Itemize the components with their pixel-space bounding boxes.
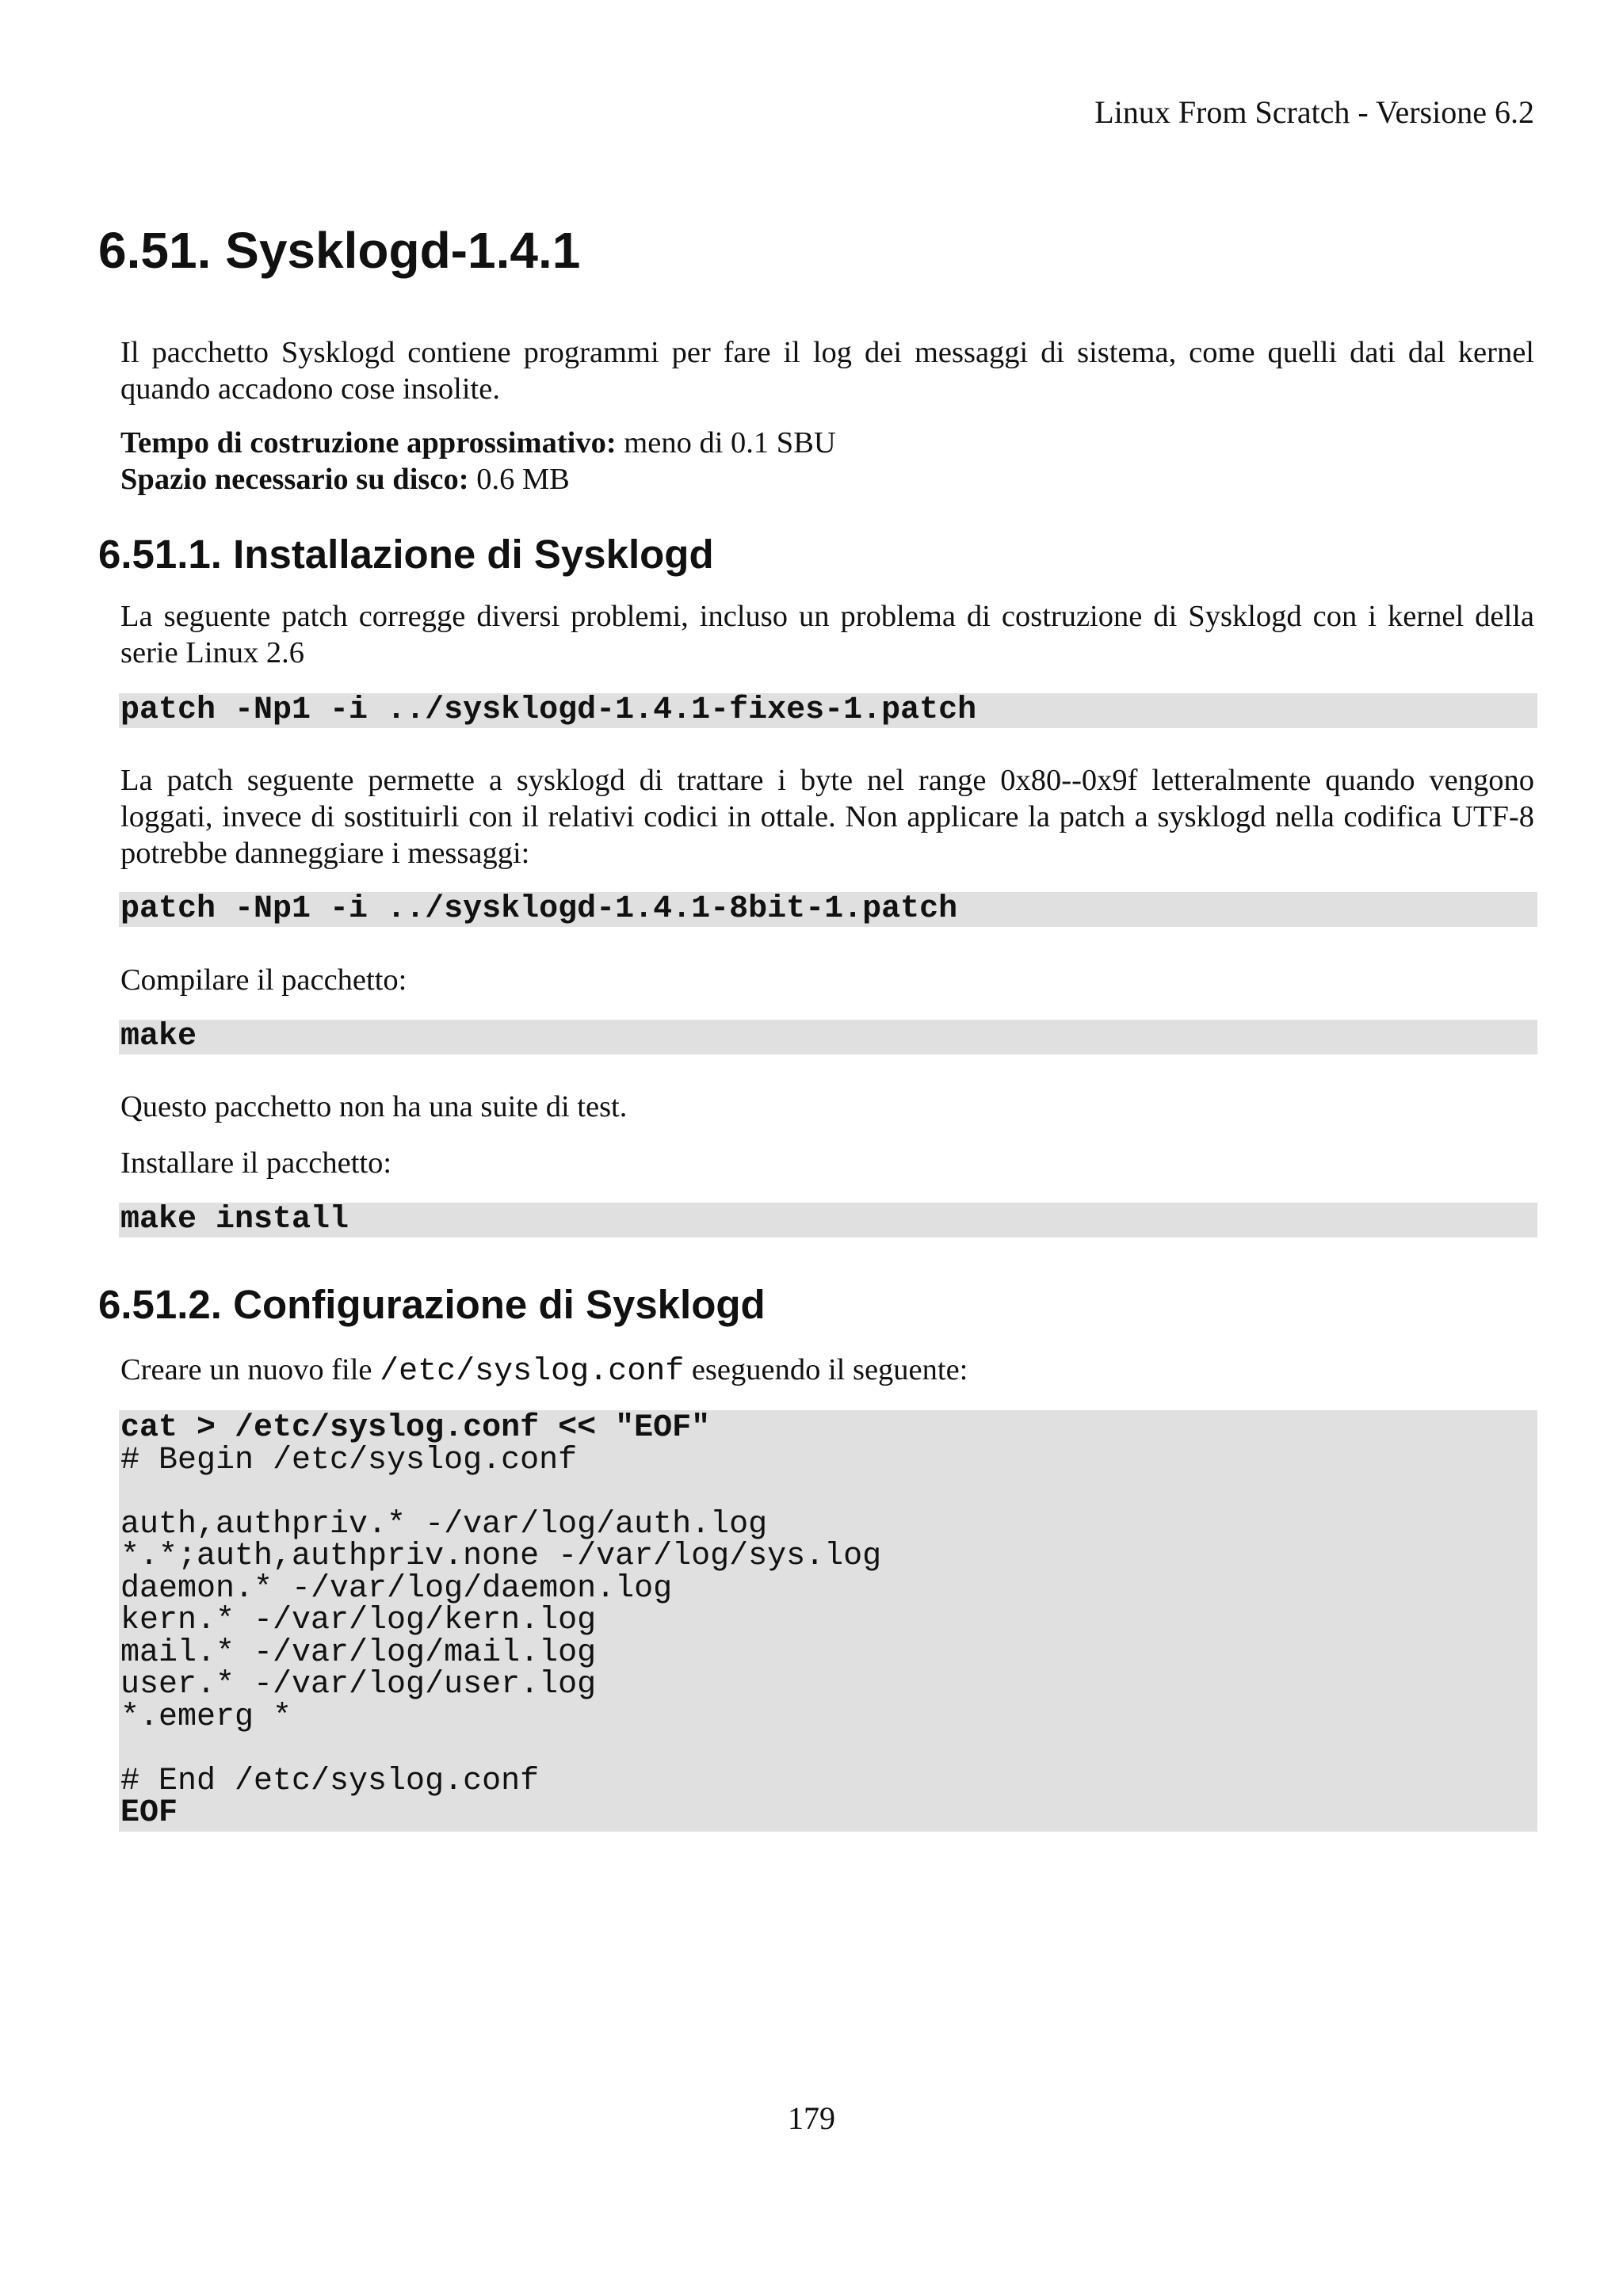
config-line: daemon.* -/var/log/daemon.log (120, 1570, 673, 1607)
config-file-name: /etc/syslog.conf (380, 1354, 685, 1390)
patch2-intro: La patch seguente permette a sysklogd di trattare i byte nel range 0x80--0x9f letteralmente quando vengono loggati, invece di sostituirli con il relativi codici in ottale. Non applicare la patch a sysklogd nella codifica UTF-8 potrebbe danneggiare i messaggi: (120, 764, 1534, 870)
patch1-command: patch -Np1 -i ../sysklogd-1.4.1-fixes-1.patch (120, 692, 977, 728)
install-command: make install (120, 1202, 349, 1238)
compile-text: Compilare il pacchetto: (120, 963, 407, 997)
config-intro-after: eseguendo il seguente: (684, 1353, 968, 1386)
patch2-command: patch -Np1 -i ../sysklogd-1.4.1-8bit-1.patch (120, 891, 958, 927)
config-line: # Begin /etc/syslog.conf (120, 1442, 578, 1478)
config-heading: 6.51.2. Configurazione di Sysklogd (98, 1282, 766, 1327)
compile-command-block (119, 1020, 1537, 1055)
build-info (120, 425, 1534, 498)
patch1-intro: La seguente patch corregge diversi problemi, incluso un problema di costruzione di Sysklogd con i kernel della serie Linux 2.6 (120, 600, 1534, 669)
intro-paragraph: Il pacchetto Sysklogd contiene programmi per fare il log dei messaggi di sistema, come quelli dati dal kernel quando accadono cose insolite. (120, 336, 1534, 406)
page-number: 179 (788, 2100, 835, 2136)
config-line: kern.* -/var/log/kern.log (120, 1603, 597, 1638)
build-time-label: Tempo di costruzione approssimativo: (120, 426, 617, 460)
config-line: # End /etc/syslog.conf (120, 1763, 540, 1799)
patch2-command-block (119, 892, 1537, 927)
install-command-block (119, 1203, 1537, 1238)
disk-space-value: 0.6 MB (468, 463, 570, 496)
no-tests-text: Questo pacchetto non ha una suite di test. (120, 1090, 628, 1123)
syslog-conf-block (119, 1410, 1537, 1832)
config-intro-before: Creare un nuovo file (120, 1353, 380, 1386)
disk-space-label: Spazio necessario su disco: (120, 463, 469, 496)
config-line: auth,authpriv.* -/var/log/auth.log (120, 1506, 768, 1543)
heredoc-start: cat > /etc/syslog.conf << "EOF" (120, 1410, 711, 1446)
config-line: mail.* -/var/log/mail.log (120, 1634, 597, 1671)
section-title: 6.51. Sysklogd-1.4.1 (98, 222, 581, 279)
heredoc-end: EOF (120, 1795, 178, 1831)
install-text: Installare il pacchetto: (120, 1146, 392, 1180)
config-line: *.emerg * (120, 1699, 292, 1735)
config-line: *.*;auth,authpriv.none -/var/log/sys.log (120, 1539, 882, 1574)
config-line: user.* -/var/log/user.log (120, 1667, 597, 1703)
running-header: Linux From Scratch - Versione 6.2 (1094, 94, 1534, 130)
config-intro (120, 1352, 1534, 1390)
install-heading: 6.51.1. Installazione di Sysklogd (98, 532, 714, 577)
build-time-value: meno di 0.1 SBU (616, 426, 836, 460)
patch1-command-block (119, 693, 1537, 728)
compile-command: make (120, 1019, 197, 1055)
